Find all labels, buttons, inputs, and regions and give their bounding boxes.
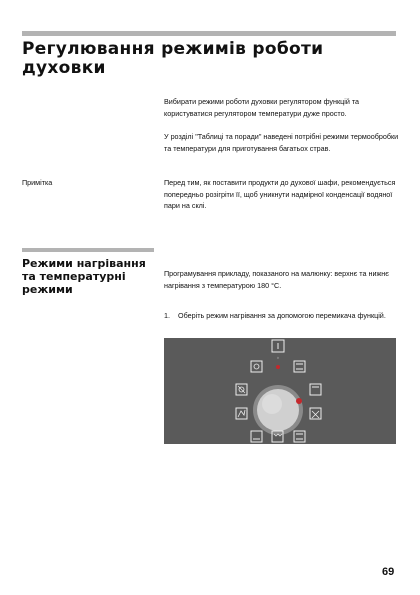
section-intro: Програмування прикладу, показаного на малюнку: верхнє та нижнє нагрівання з температурою 180 °C. xyxy=(164,269,389,290)
top-bottom-heat-icon xyxy=(294,361,305,372)
intro-paragraph-2: У розділі "Таблиці та поради" наведені потрібні режими термообробки та температури для приготування багатьох страв. xyxy=(164,132,399,153)
note-label: Примітка xyxy=(22,178,53,187)
fan-heat-icon xyxy=(236,384,247,395)
knob-indicator xyxy=(296,398,302,404)
position-indicator-lamp xyxy=(276,365,280,369)
full-grill-icon xyxy=(294,431,305,442)
grill-fan-icon xyxy=(236,408,247,419)
section-divider xyxy=(22,248,154,252)
lamp-mark: ◦ xyxy=(276,355,280,362)
step-number: 1. xyxy=(164,311,170,320)
intro-paragraph-1: Вибирати режими роботи духовки регулятором функцій та користуватися регулятором температури дуже просто. xyxy=(164,97,360,118)
note-text: Перед тим, як поставити продукти до духової шафи, рекомендується попередньо розігріти її, щоб уникнути надмірної конденсації водяної пари на склі. xyxy=(164,178,396,210)
step-1 xyxy=(164,310,400,322)
off-position-icon xyxy=(272,340,284,352)
page-title: Регулювання режимів роботи духовки xyxy=(22,39,324,78)
page-number: 69 xyxy=(382,566,395,578)
knob-highlight xyxy=(262,394,282,414)
oven-light-icon xyxy=(251,361,262,372)
defrost-icon xyxy=(251,431,262,442)
top-heat-icon xyxy=(310,384,321,395)
section-title: Режими нагрівання та температурні режими xyxy=(22,257,146,296)
step-text: Оберіть режим нагрівання за допомогою перемикача функцій. xyxy=(178,311,386,320)
bottom-heat-icon xyxy=(310,408,321,419)
function-selector-drawing xyxy=(164,338,396,444)
oven-control-illustration xyxy=(164,338,396,444)
top-divider xyxy=(22,31,396,36)
